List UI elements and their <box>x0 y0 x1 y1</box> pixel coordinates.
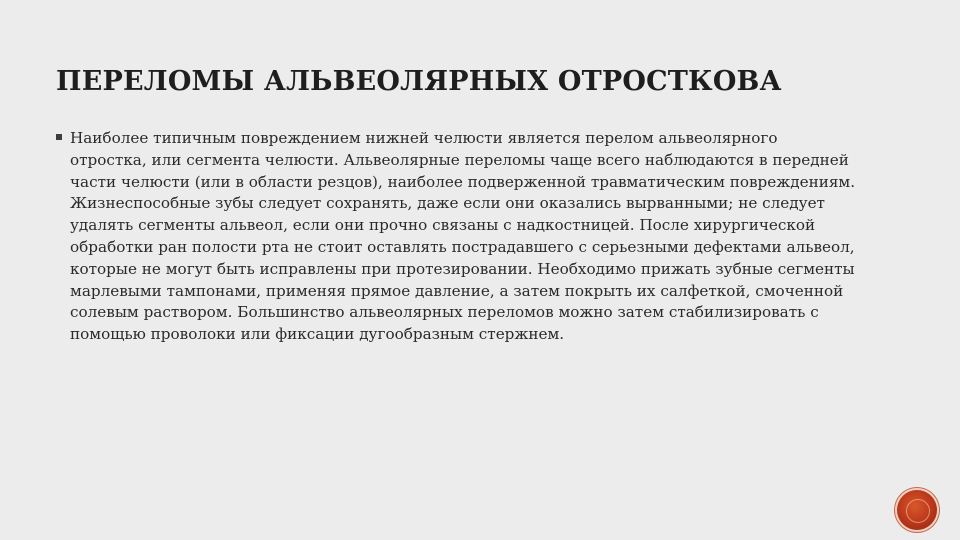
logo-badge-ring <box>906 499 930 523</box>
square-bullet-icon <box>56 134 62 140</box>
slide-content <box>56 128 856 346</box>
slide-title: ПЕРЕЛОМЫ АЛЬВЕОЛЯРНЫХ ОТРОСТКОВА <box>56 66 782 97</box>
logo-badge-icon <box>897 490 937 530</box>
bullet-text: Наиболее типичным повреждением нижней челюсти является перелом альвеолярного отростка, или сегмента челюсти. Альвеолярные переломы чаще всего наблюдаются в передней части челюсти (или в области резцов), наиболее подверженной травматическим повреждениям. Жизнеспособные зубы следует сохранять, даже если они оказались вырванными; не следует удалять сегменты альвеол, если они прочно связаны с надкостницей. После хирургической обработки ран полости рта не стоит оставлять пострадавшего с серьезными дефектами альвеол, которые не могут быть исправлены при протезировании. Необходимо прижать зубные сегменты марлевыми тампонами, применяя прямое давление, а затем покрыть их салфеткой, смоченной солевым раствором. Большинство альвеолярных переломов можно затем стабилизировать с помощью проволоки или фиксации дугообразным стержнем. <box>70 129 856 344</box>
bullet-item <box>56 128 856 346</box>
